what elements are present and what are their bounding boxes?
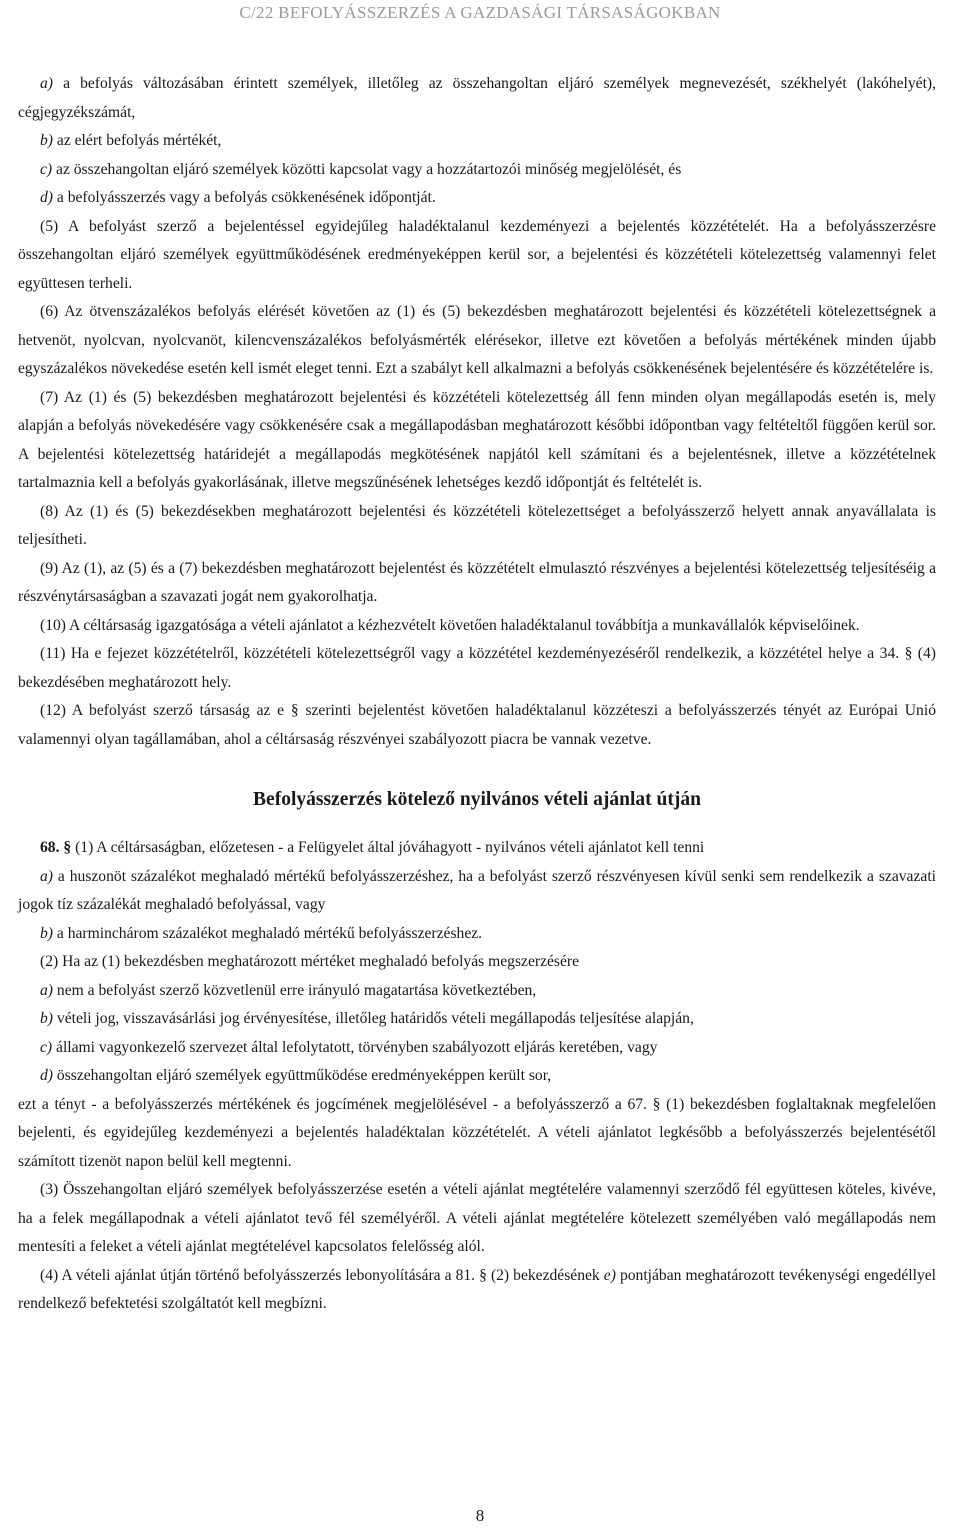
section-68-2-tail: ezt a tényt - a befolyásszerzés mértékének és jogcímének megjelölésével - a befolyásszerző a 67. § (1) bekezdésben foglaltaknak megfelelően bejelenti, és egyidejűleg kezdeményezi a bejelentés haladéktalan közzétételét. A vételi ajánlatot legkésőbb a befolyásszerzés bejelentésétől számított tizenöt napon belül kell megtenni. (18, 1095, 936, 1170)
item-label: a) (40, 981, 53, 999)
paragraph-8: (8) Az (1) és (5) bekezdésekben meghatározott bejelentési és közzétételi kötelezettséget a befolyásszerző helyett annak anyavállalata is teljesítheti. (18, 502, 936, 548)
item-text: az összehangoltan eljáró személyek közötti kapcsolat vagy a hozzátartozói minőség megjelölését, és (52, 160, 682, 178)
item-label: e) (603, 1266, 616, 1284)
paragraph-6: (6) Az ötvenszázalékos befolyás elérését követően az (1) és (5) bekezdésben meghatározott bejelentési és közzétételi kötelezettségnek a hetvenöt, nyolcvan, nyolcvanöt, kilencvenszázalékos befolyásmérték elérésekor, illetve ezt követően a befolyás mértékének minden újabb egyszázalékos növekedése esetén kell ismét eleget tenni. Ezt a szabályt kell alkalmazni a befolyás csökkenésének bejelentésére és közzétételére is. (18, 303, 936, 377)
item-label: d) (40, 189, 53, 206)
section-text: (1) A céltársaságban, előzetesen - a Felügyelet által jóváhagyott - nyilvános vételi ajánlatot kell tenni (71, 839, 705, 856)
running-header: C/22 BEFOLYÁSSZERZÉS A GAZDASÁGI TÁRSASÁGOKBAN (239, 3, 721, 22)
item-label: b) (40, 1010, 53, 1027)
section-68-2-item-d (18, 1062, 936, 1091)
item-text: vételi jog, visszavásárlási jog érvényesítése, illetőleg határidős vételi megállapodás teljesítése alapján, (53, 1010, 694, 1027)
section-68-para-1 (18, 834, 936, 863)
paragraph-7: (7) Az (1) és (5) bekezdésben meghatározott bejelentési és közzétételi kötelezettség áll fenn minden olyan megállapodás esetén is, mely alapján a befolyás növekedésére vagy csökkenésére csak a megállapodásban meghatározott későbbi időpontban vagy feltételtől függően kerül sor. A bejelentési kötelezettség határidejét a megállapodás megkötésének napjától kell számítani és a bejelentésnek, illetve a közzétételnek tartalmaznia kell a befolyás gyakorlásának, illetve megszűnésének lehetséges kezdő időpontját és feltételét is. (18, 388, 936, 491)
item-label: a) (40, 75, 53, 92)
section-68-item-a (18, 863, 936, 920)
list-item-a (18, 70, 936, 127)
list-item-c (18, 156, 936, 185)
section-68-2-item-b (18, 1005, 936, 1034)
section-68-item-b (18, 920, 936, 949)
section-68-para-2: (2) Ha az (1) bekezdésben meghatározott mértéket meghaladó befolyás megszerzésére (40, 953, 580, 970)
section-68-para-4 (18, 1262, 936, 1319)
paragraph-9: (9) Az (1), az (5) és a (7) bekezdésben meghatározott bejelentést és közzétételt elmulasztó részvényes a bejelentési kötelezettség teljesítéséig a részvénytársaságban a szavazati jogát nem gyakorolhatja. (18, 559, 936, 605)
section-text: (4) A vételi ajánlat útján történő befolyásszerzés lebonyolítására a 81. § (2) bekezdésének (40, 1266, 604, 1284)
item-label: a) (40, 867, 53, 885)
section-68-2-item-c (18, 1034, 936, 1063)
item-text: a befolyás változásában érintett személyek, illetőleg az összehangoltan eljáró személyek megnevezését, székhelyét (lakóhelyét), cégjegyzékszámát, (18, 75, 936, 121)
document-body (18, 70, 936, 1319)
section-68-2-item-a (18, 977, 936, 1006)
item-label: b) (40, 132, 53, 149)
item-text: a huszonöt százalékot meghaladó mértékű befolyásszerzéshez, ha a befolyást szerző részvényesen kívül senki sem rendelkezik a szavazati jogok tíz százalékát meghaladó befolyással, vagy (18, 867, 936, 913)
section-68-para-3: (3) Összehangoltan eljáró személyek befolyásszerzése esetén a vételi ajánlat megtételére valamennyi szerződő fél együttesen köteles, kivéve, ha a felek megállapodnak a vételi ajánlatot tevő fél személyéről. A vételi ajánlat megtételére kötelezett személyében való megállapodás nem mentesíti a feleket a vételi ajánlat megtételével kapcsolatos felelősség alól. (18, 1181, 936, 1255)
item-text: összehangoltan eljáró személyek együttműködése eredményeképpen került sor, (53, 1067, 552, 1084)
item-label: d) (40, 1067, 53, 1084)
item-text: állami vagyonkezelő szervezet által lefolytatott, törvényben szabályozott eljárás keretében, vagy (52, 1038, 658, 1056)
paragraph-12: (12) A befolyást szerző társaság az e § szerinti bejelentést követően haladéktalanul közzéteszi a befolyásszerzés tényét az Európai Unió valamennyi olyan tagállamában, ahol a céltársaság részvényei szabályozott piacra be vannak vezetve. (18, 702, 936, 748)
item-text: az elért befolyás mértékét, (53, 132, 222, 149)
section-heading: Befolyásszerzés kötelező nyilvános vételi ajánlat útján (253, 789, 701, 810)
section-number: 68. § (40, 839, 72, 856)
paragraph-10: (10) A céltársaság igazgatósága a vételi ajánlatot a kézhezvételt követően haladéktalanul továbbítja a munkavállalók képviselőinek. (40, 616, 860, 634)
section-text: pontjában meghatározott tevékenységi engedéllyel rendelkező befektetési szolgáltatót kell megbízni. (18, 1266, 936, 1312)
list-item-b (18, 127, 936, 156)
page-number: 8 (475, 1506, 485, 1525)
list-item-d (18, 184, 936, 213)
item-label: c) (40, 1038, 53, 1056)
item-text: a befolyásszerzés vagy a befolyás csökkenésének időpontját. (53, 189, 436, 206)
item-label: c) (40, 160, 53, 178)
item-text: nem a befolyást szerző közvetlenül erre irányuló magatartása következtében, (53, 981, 537, 999)
paragraph-11: (11) Ha e fejezet közzétételről, közzétételi kötelezettségről vagy a közzététel kezdeményezéséről rendelkezik, a közzététel helye a 34. § (4) bekezdésében meghatározott hely. (18, 645, 936, 691)
paragraph-5: (5) A befolyást szerző a bejelentéssel egyidejűleg haladéktalanul kezdeményezi a bejelentés közzétételét. Ha a befolyásszerzésre összehangoltan eljáró személyek együttműködésének eredményeképpen kerül sor, a bejelentési és közzétételi kötelezettség valamennyi felet együttesen terheli. (18, 217, 936, 292)
item-label: b) (40, 924, 53, 942)
item-text: a harminchárom százalékot meghaladó mértékű befolyásszerzéshez. (53, 924, 483, 942)
